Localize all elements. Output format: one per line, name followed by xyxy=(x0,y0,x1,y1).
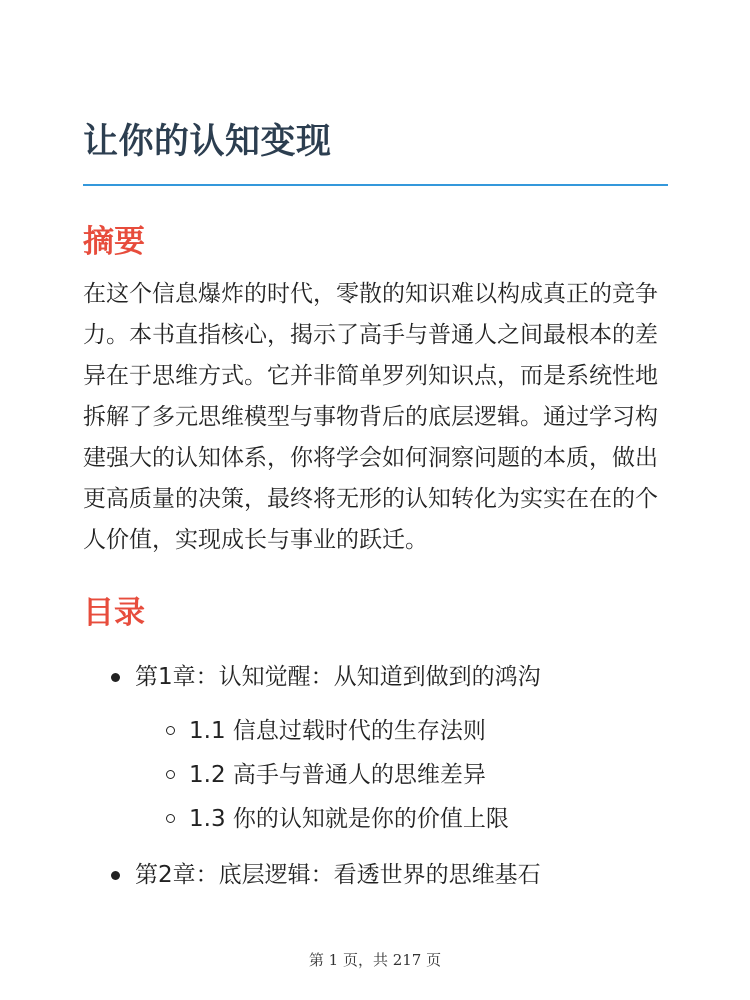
bullet-circle-icon xyxy=(166,726,175,735)
toc-section-1-3 xyxy=(135,797,668,841)
toc-heading: 目录 xyxy=(83,595,145,631)
title-divider xyxy=(83,184,668,186)
toc-list xyxy=(83,657,668,895)
toc-section-label: 1.2 高手与普通人的思维差异 xyxy=(189,762,486,788)
bullet-disc-icon xyxy=(111,673,120,682)
toc-section-label: 1.3 你的认知就是你的价值上限 xyxy=(189,806,509,832)
toc-chapter-label: 第2章：底层逻辑：看透世界的思维基石 xyxy=(135,862,541,888)
bullet-circle-icon xyxy=(166,770,175,779)
toc-section-1-2 xyxy=(135,753,668,797)
toc-section-1-1 xyxy=(135,709,668,753)
abstract-paragraph: 在这个信息爆炸的时代，零散的知识难以构成真正的竞争力。本书直指核心，揭示了高手与普通人之间最根本的差异在于思维方式。它并非简单罗列知识点，而是系统性地拆解了多元思维模型与事物背后的底层逻辑。通过学习构建强大的认知体系，你将学会如何洞察问题的本质，做出更高质量的决策，最终将无形的认知转化为实实在在的个人价值，实现成长与事业的跃迁。 xyxy=(83,281,658,553)
bullet-disc-icon xyxy=(111,871,120,880)
bullet-circle-icon xyxy=(166,814,175,823)
page-content xyxy=(83,116,668,895)
toc-section-label: 1.1 信息过载时代的生存法则 xyxy=(189,718,486,744)
toc-section-list xyxy=(135,709,668,841)
page-footer: 第 1 页，共 217 页 xyxy=(308,951,442,969)
toc-chapter-label: 第1章：认知觉醒：从知道到做到的鸿沟 xyxy=(135,664,541,690)
abstract-heading: 摘要 xyxy=(83,224,145,260)
toc-chapter-1 xyxy=(83,657,668,841)
document-title: 让你的认知变现 xyxy=(83,122,332,162)
toc-chapter-2 xyxy=(83,855,668,895)
